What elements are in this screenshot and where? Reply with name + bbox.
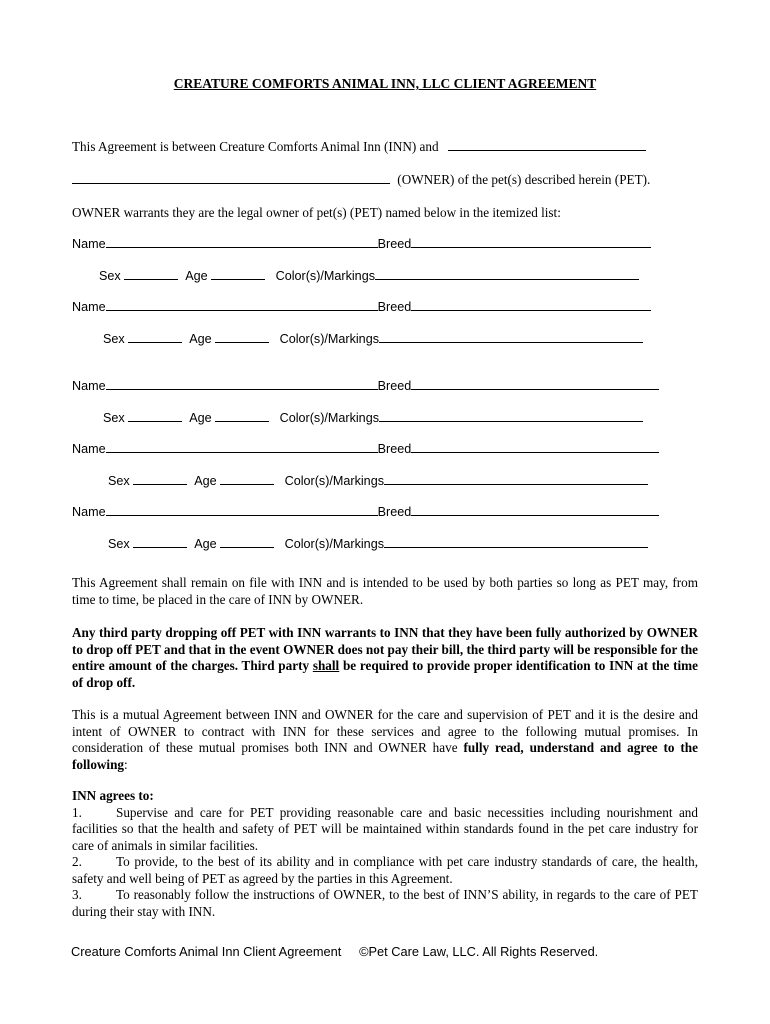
breed-label: Breed — [377, 237, 412, 251]
color-label: Color(s)/Markings — [284, 537, 384, 551]
list-item — [72, 805, 698, 855]
pet-name-blank[interactable] — [106, 236, 378, 248]
name-label: Name — [72, 300, 106, 314]
pet-color-blank[interactable] — [384, 536, 648, 548]
pet-name-row — [72, 378, 659, 393]
pet-name-blank[interactable] — [106, 299, 378, 311]
list-number: 1. — [72, 804, 82, 820]
pet-breed-blank[interactable] — [411, 378, 659, 390]
pet-breed-blank[interactable] — [411, 236, 651, 248]
name-label: Name — [72, 237, 106, 251]
sex-label: Sex — [108, 474, 130, 488]
pet-details-row — [108, 473, 648, 488]
sex-label: Sex — [108, 537, 130, 551]
pet-name-row — [72, 299, 651, 314]
pet-breed-blank[interactable] — [411, 441, 659, 453]
pet-details-row — [108, 536, 648, 551]
owner-line — [72, 172, 650, 189]
pet-sex-blank[interactable] — [124, 268, 178, 280]
pet-details-row — [99, 268, 639, 283]
color-label: Color(s)/Markings — [275, 269, 375, 283]
age-label: Age — [189, 411, 212, 425]
list-text: Supervise and care for PET providing reasonable care and basic necessities including nourishment and facilities so that the health and safety of PET will be maintained within standards found in the pet care industry for care of animals in similar facilities. — [72, 804, 698, 853]
pet-name-row — [72, 441, 659, 456]
inn-party-blank[interactable] — [448, 139, 646, 151]
sex-label: Sex — [103, 332, 125, 346]
pet-age-blank[interactable] — [215, 331, 269, 343]
breed-label: Breed — [377, 300, 412, 314]
list-text: To reasonably follow the instructions of OWNER, to the best of INN’S ability, in regards to the care of PET during their stay with INN. — [72, 887, 698, 919]
pet-age-blank[interactable] — [215, 410, 269, 422]
name-label: Name — [72, 505, 106, 519]
pet-age-blank[interactable] — [220, 536, 274, 548]
agreement-parties-line — [72, 139, 646, 156]
age-label: Age — [194, 537, 217, 551]
age-label: Age — [194, 474, 217, 488]
sex-label: Sex — [103, 411, 125, 425]
pet-details-row — [103, 410, 643, 425]
owner-name-blank[interactable] — [72, 172, 390, 184]
owner-warrant-line: OWNER warrants they are the legal owner of pet(s) (PET) named below in the itemized list: — [72, 205, 561, 220]
document-title: CREATURE COMFORTS ANIMAL INN, LLC CLIENT AGREEMENT — [173, 76, 597, 91]
color-label: Color(s)/Markings — [279, 332, 379, 346]
list-text: To provide, to the best of its ability and in compliance with pet care industry standards of care, the health, safety and well being of PET as agreed by the parties in this Agreement. — [72, 854, 698, 886]
inn-agrees-heading: INN agrees to: — [72, 788, 154, 803]
pet-name-row — [72, 236, 651, 251]
pet-sex-blank[interactable] — [128, 331, 182, 343]
inn-agrees-section — [72, 788, 698, 920]
pet-name-blank[interactable] — [106, 378, 378, 390]
breed-label: Breed — [377, 505, 412, 519]
age-label: Age — [189, 332, 212, 346]
page-footer — [71, 944, 598, 959]
pet-age-blank[interactable] — [220, 473, 274, 485]
shall-underlined: shall — [312, 658, 340, 673]
mutual-agreement-paragraph — [72, 707, 698, 773]
pet-age-blank[interactable] — [211, 268, 265, 280]
intro-text-1: This Agreement is between Creature Comforts Animal Inn (INN) and — [72, 139, 439, 154]
age-label: Age — [185, 269, 208, 283]
intro-text-2: (OWNER) of the pet(s) described herein (PET). — [397, 172, 651, 187]
color-label: Color(s)/Markings — [284, 474, 384, 488]
pet-color-blank[interactable] — [379, 410, 643, 422]
sex-label: Sex — [99, 269, 121, 283]
pet-sex-blank[interactable] — [133, 473, 187, 485]
pet-sex-blank[interactable] — [128, 410, 182, 422]
mutual-text: This is a mutual Agreement between INN and OWNER for the care and supervision of PET and it is the desire and intent of OWNER to contract with INN for these services and agree to the following mutual promises. In consideration of these mutual promises both INN and OWNER have — [72, 707, 698, 755]
pet-breed-blank[interactable] — [411, 504, 659, 516]
pet-name-blank[interactable] — [106, 504, 378, 516]
mutual-bold-text: fully read, understand and agree to the following — [72, 740, 698, 772]
third-party-paragraph — [72, 625, 698, 691]
pet-details-row — [103, 331, 643, 346]
pet-color-blank[interactable] — [379, 331, 643, 343]
pet-sex-blank[interactable] — [133, 536, 187, 548]
pet-name-row — [72, 504, 659, 519]
third-party-text-b: be required to provide proper identification to INN at the time of drop off. — [72, 658, 698, 690]
pet-color-blank[interactable] — [375, 268, 639, 280]
pet-breed-blank[interactable] — [411, 299, 651, 311]
breed-label: Breed — [377, 379, 412, 393]
list-number: 3. — [72, 887, 82, 902]
footer-right: ©Pet Care Law, LLC. All Rights Reserved. — [359, 944, 599, 959]
color-label: Color(s)/Markings — [279, 411, 379, 425]
list-item — [72, 854, 698, 887]
footer-left: Creature Comforts Animal Inn Client Agreement — [71, 944, 342, 959]
list-number: 2. — [72, 854, 82, 869]
breed-label: Breed — [377, 442, 412, 456]
mutual-end: : — [124, 756, 128, 772]
third-party-text-a: Any third party dropping off PET with INN warrants to INN that they have been fully authorized by OWNER to drop off PET and that in the event OWNER does not pay their bill, the third party will be responsible for the entire amount of the charges. Third party — [72, 625, 698, 673]
name-label: Name — [72, 442, 106, 456]
pet-name-blank[interactable] — [106, 441, 378, 453]
name-label: Name — [72, 379, 106, 393]
on-file-paragraph: This Agreement shall remain on file with INN and is intended to be used by both parties so long as PET may, from time to time, be placed in the care of INN by OWNER. — [72, 575, 698, 607]
list-item — [72, 887, 698, 920]
pet-color-blank[interactable] — [384, 473, 648, 485]
